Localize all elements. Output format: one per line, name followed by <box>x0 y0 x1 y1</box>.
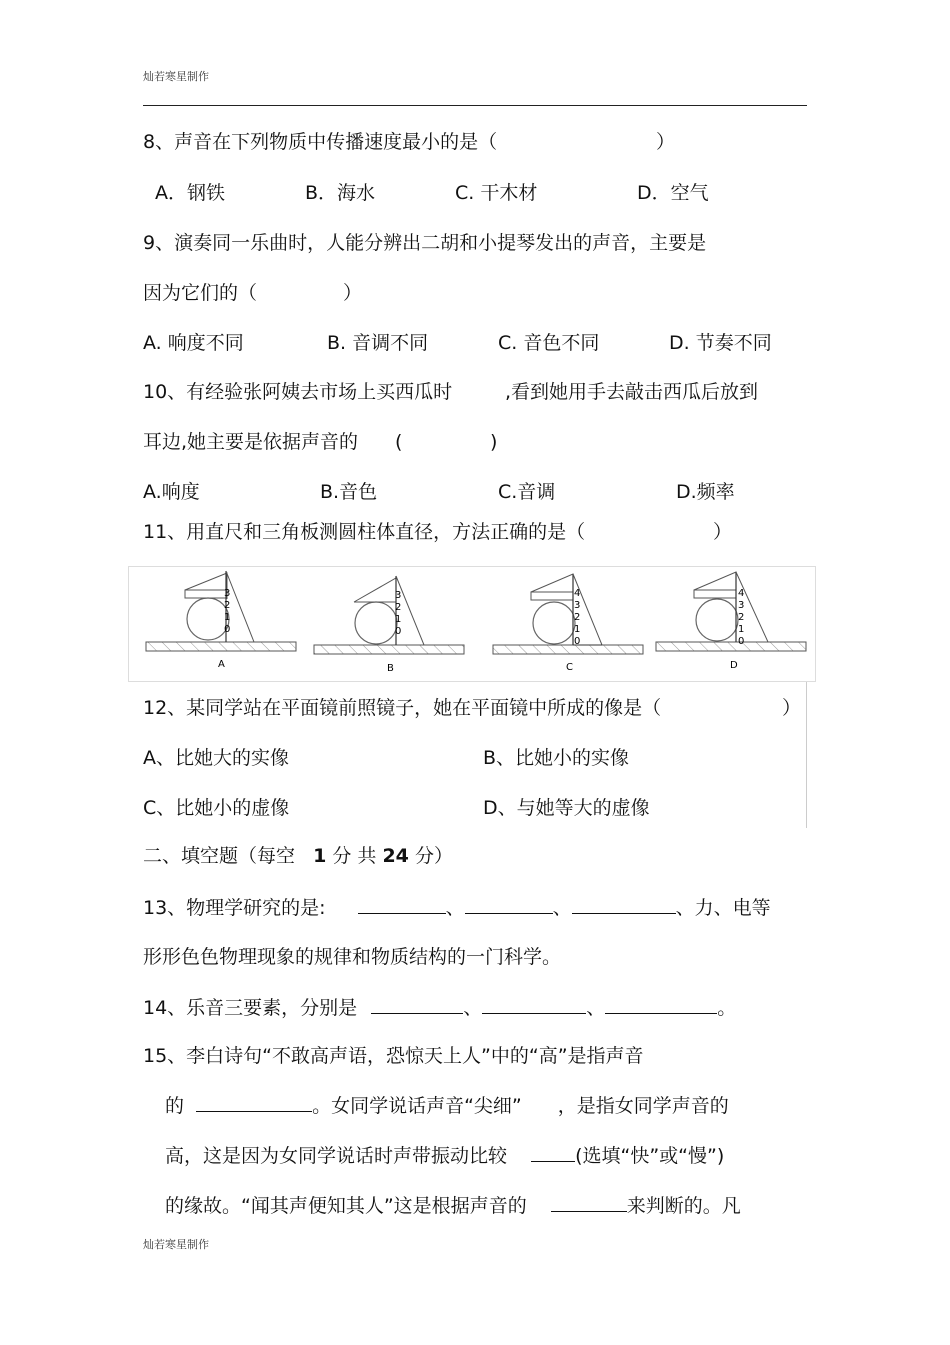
q11-b-scale-3: 3 <box>395 590 402 601</box>
q15-l3a: 高，这是因为女同学说话时声带振动比较 <box>165 1145 508 1167</box>
q9-close-paren: ） <box>343 282 363 304</box>
q14-stem: 14、乐音三要素，分别是 <box>143 997 358 1019</box>
q9-stem: 9、演奏同一乐曲时，人能分辨出二胡和小提琴发出的声音，主要是 <box>143 232 707 254</box>
q12-option-d: D、与她等大的虚像 <box>483 797 650 819</box>
q13-blank-3[interactable] <box>572 895 676 914</box>
section2-total-points: 24 <box>382 845 409 867</box>
q11-figure-label-a: A <box>218 659 225 670</box>
q11-a-scale-2: 2 <box>224 600 231 611</box>
q9-option-a: A. 响度不同 <box>143 332 244 354</box>
q8-option-b: B．海水 <box>305 182 376 204</box>
q15-line2 <box>165 1093 729 1118</box>
q13-line2: 形形色色物理现象的规律和物质结构的一门科学。 <box>143 946 562 968</box>
q15-line4 <box>165 1193 741 1218</box>
q11-d-scale-1: 1 <box>738 624 745 635</box>
q15-l4b: 来判断的。凡 <box>626 1195 741 1217</box>
q11-d-scale-2: 2 <box>738 612 745 623</box>
q15-l4a: 的缘故。“闻其声便知其人”这是根据声音的 <box>165 1195 527 1217</box>
q10-option-c: C.音调 <box>498 481 556 503</box>
q8-option-d: D．空气 <box>637 182 709 204</box>
q12-stem: 12、某同学站在平面镜前照镜子，她在平面镜中所成的像是（ <box>143 697 662 719</box>
q12-option-a: A、比她大的实像 <box>143 747 289 769</box>
q11-c-scale-4: 4 <box>574 588 581 599</box>
q14-end: 。 <box>717 997 737 1019</box>
q13-tail: 、力、电等 <box>675 897 771 919</box>
q13-sep-1: 、 <box>445 897 465 919</box>
q11-a-scale-1: 1 <box>224 612 231 623</box>
q9-option-c: C. 音色不同 <box>498 332 600 354</box>
q10-close-paren: ) <box>490 431 498 453</box>
section2-title-c: 分） <box>414 845 453 867</box>
q8-option-c: C. 干木材 <box>455 182 538 204</box>
q8-close-paren: ） <box>656 131 676 153</box>
q13-blank-1[interactable] <box>358 895 446 914</box>
q11-b-scale-1: 1 <box>395 614 402 625</box>
q15-l2b: 。女同学说话声音“尖细” <box>312 1095 522 1117</box>
q13-stem: 13、物理学研究的是: <box>143 897 326 919</box>
header-rule <box>143 105 807 106</box>
q14-sep-2: 、 <box>586 997 606 1019</box>
q11-option-b-diagram <box>314 576 464 674</box>
section2-title-b: 分 共 <box>332 845 377 867</box>
page-header-brand: 灿若寒星制作 <box>143 70 209 83</box>
q14-blank-3[interactable] <box>605 995 717 1014</box>
q10-stem-line2: 耳边,她主要是依据声音的 <box>143 431 359 453</box>
q15-l3b: (选填“快”或“慢”) <box>575 1145 725 1167</box>
q12-box-edge <box>806 682 807 828</box>
q11-b-scale-2: 2 <box>395 602 402 613</box>
q11-stem: 11、用直尺和三角板测圆柱体直径，方法正确的是（ <box>143 521 586 543</box>
q15-l2c: ，是指女同学声音的 <box>557 1095 729 1117</box>
q11-d-scale-3: 3 <box>738 600 745 611</box>
q14-blank-1[interactable] <box>371 995 463 1014</box>
q11-a-scale-0: 0 <box>224 624 231 635</box>
section2-points-per-blank: 1 <box>313 845 327 867</box>
q10-open-paren: ( <box>395 431 403 453</box>
q13-line1 <box>143 895 771 920</box>
q13-sep-2: 、 <box>552 897 572 919</box>
q10-option-d: D.频率 <box>676 481 735 503</box>
q11-option-d-diagram <box>656 572 806 671</box>
q12-option-c: C、比她小的虚像 <box>143 797 290 819</box>
q11-figure-label-b: B <box>387 663 394 674</box>
q11-option-a-diagram <box>146 571 296 670</box>
q15-blank-1[interactable] <box>196 1093 312 1112</box>
q14-sep-1: 、 <box>463 997 483 1019</box>
q15-line3 <box>165 1143 724 1168</box>
q10-option-b: B.音色 <box>320 481 378 503</box>
q11-figure-label-c: C <box>566 662 573 673</box>
q11-c-scale-2: 2 <box>574 612 581 623</box>
q11-option-c-diagram <box>493 574 643 673</box>
q10-stem-a: 10、有经验张阿姨去市场上买西瓜时 <box>143 381 453 403</box>
section2-title <box>143 844 453 868</box>
page-footer-brand: 灿若寒星制作 <box>143 1238 209 1251</box>
q8-stem: 8、声音在下列物质中传播速度最小的是（ <box>143 131 498 153</box>
q15-l2a: 的 <box>165 1095 185 1117</box>
q9-option-b: B. 音调不同 <box>327 332 429 354</box>
q9-stem-line2: 因为它们的（ <box>143 282 258 304</box>
q13-blank-2[interactable] <box>465 895 553 914</box>
q11-figure <box>128 566 816 682</box>
q11-b-scale-0: 0 <box>395 626 402 637</box>
q10-stem-b: ,看到她用手去敲击西瓜后放到 <box>505 381 759 403</box>
q12-option-b: B、比她小的实像 <box>483 747 630 769</box>
q11-d-scale-4: 4 <box>738 588 745 599</box>
q11-figure-label-d: D <box>730 660 738 671</box>
q15-line1: 15、李白诗句“不敢高声语，恐惊天上人”中的“高”是指声音 <box>143 1045 644 1067</box>
q11-a-scale-3: 3 <box>224 588 231 599</box>
q15-blank-3[interactable] <box>551 1193 627 1212</box>
q10-option-a: A.响度 <box>143 481 200 503</box>
q11-c-scale-1: 1 <box>574 624 581 635</box>
q15-blank-2[interactable] <box>531 1143 575 1162</box>
section2-title-a: 二、填空题（每空 <box>143 845 296 867</box>
q11-c-scale-3: 3 <box>574 600 581 611</box>
q9-option-d: D. 节奏不同 <box>669 332 772 354</box>
q11-c-scale-0: 0 <box>574 636 581 647</box>
q11-close-paren: ） <box>713 521 733 543</box>
q14-line <box>143 995 736 1020</box>
q12-close-paren: ） <box>782 697 802 719</box>
q11-d-scale-0: 0 <box>738 636 745 647</box>
q8-option-a: A．钢铁 <box>155 182 225 204</box>
q14-blank-2[interactable] <box>482 995 586 1014</box>
